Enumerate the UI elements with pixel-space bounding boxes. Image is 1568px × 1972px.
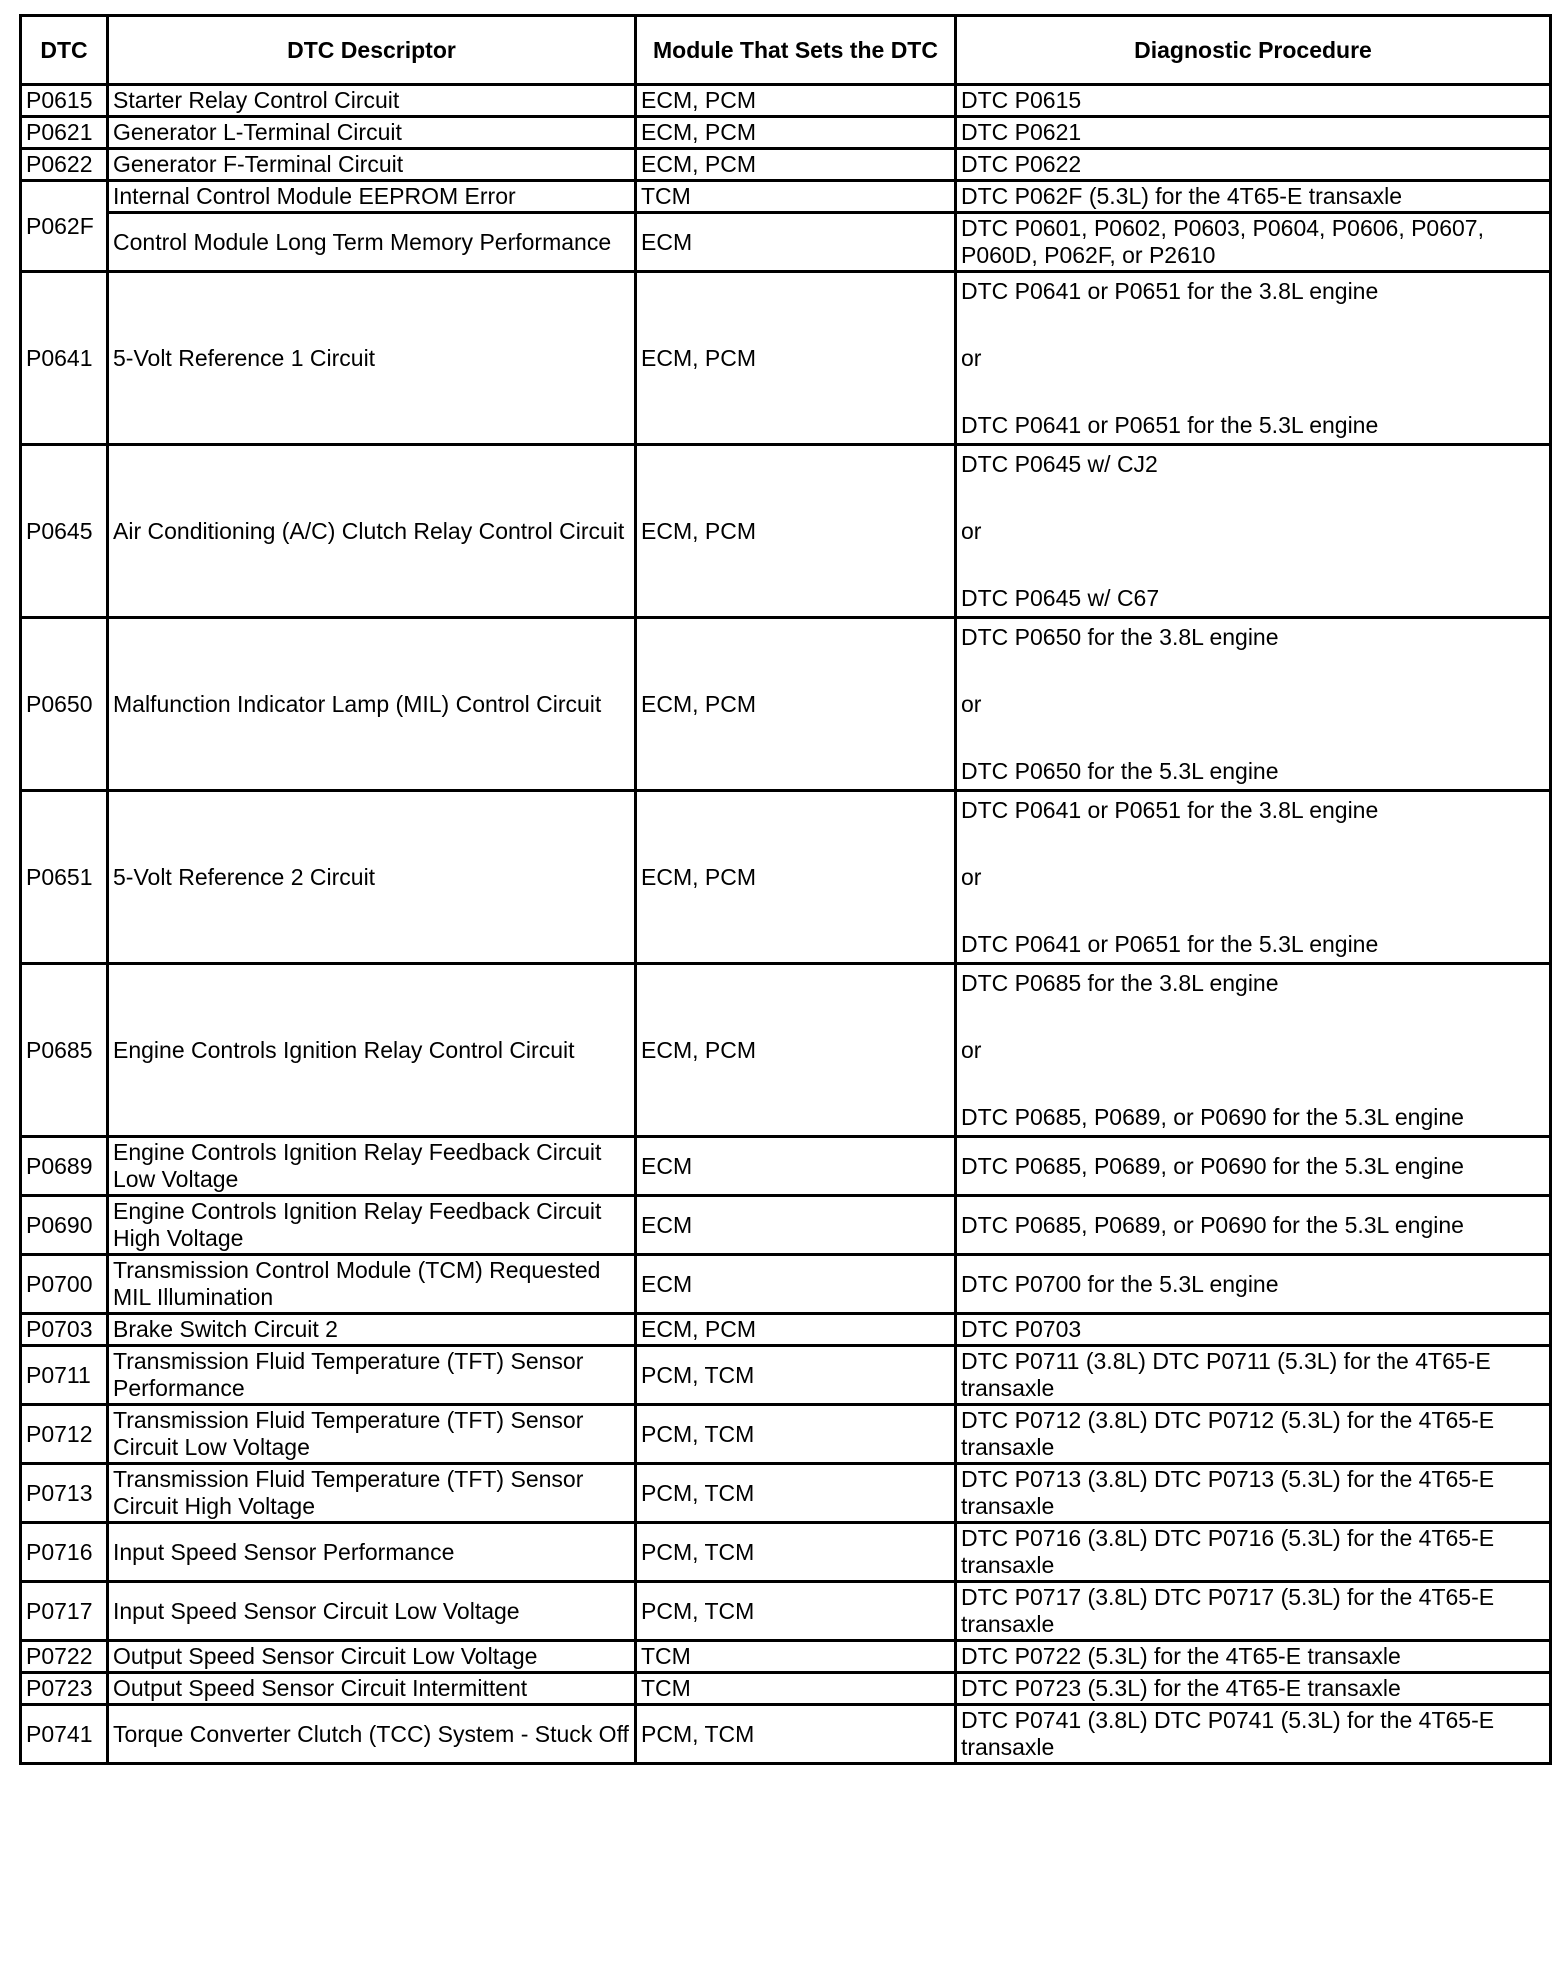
dtc-procedure [956,791,1551,964]
header-descriptor: DTC Descriptor [108,16,636,85]
procedure-line: DTC P0645 w/ CJ2 [961,450,1158,477]
table-row [21,1673,1551,1705]
dtc-procedure: DTC P0700 for the 5.3L engine [956,1255,1551,1314]
procedure-or: or [961,690,982,717]
dtc-module: PCM, TCM [636,1705,956,1764]
dtc-descriptor: Input Speed Sensor Performance [108,1523,636,1582]
dtc-descriptor: Engine Controls Ignition Relay Control Circuit [108,964,636,1137]
dtc-descriptor: Transmission Fluid Temperature (TFT) Sensor Circuit High Voltage [108,1464,636,1523]
dtc-descriptor: Output Speed Sensor Circuit Low Voltage [108,1641,636,1673]
dtc-descriptor: Torque Converter Clutch (TCC) System - Stuck Off [108,1705,636,1764]
dtc-descriptor: Output Speed Sensor Circuit Intermittent [108,1673,636,1705]
table-row [21,1405,1551,1464]
procedure-line: DTC P0650 for the 5.3L engine [961,757,1279,784]
table-row [21,445,1551,618]
dtc-code: P0716 [21,1523,108,1582]
table-row [21,1705,1551,1764]
dtc-module: TCM [636,181,956,213]
procedure-line: DTC P0641 or P0651 for the 3.8L engine [961,277,1379,304]
dtc-code: P0621 [21,117,108,149]
dtc-procedure [956,272,1551,445]
dtc-code: P0741 [21,1705,108,1764]
dtc-procedure: DTC P0622 [956,149,1551,181]
dtc-code: P0711 [21,1346,108,1405]
dtc-module: PCM, TCM [636,1582,956,1641]
dtc-descriptor: 5-Volt Reference 2 Circuit [108,791,636,964]
dtc-descriptor: Engine Controls Ignition Relay Feedback Circuit Low Voltage [108,1137,636,1196]
table-row [21,791,1551,964]
dtc-module: PCM, TCM [636,1405,956,1464]
dtc-descriptor: Malfunction Indicator Lamp (MIL) Control Circuit [108,618,636,791]
dtc-procedure: DTC P0685, P0689, or P0690 for the 5.3L engine [956,1137,1551,1196]
table-row [21,181,1551,213]
dtc-code: P0689 [21,1137,108,1196]
dtc-code: P0713 [21,1464,108,1523]
dtc-procedure: DTC P0703 [956,1314,1551,1346]
procedure-line: DTC P0685, P0689, or P0690 for the 5.3L engine [961,1103,1464,1130]
table-row [21,1641,1551,1673]
dtc-descriptor: Input Speed Sensor Circuit Low Voltage [108,1582,636,1641]
dtc-descriptor: Generator L-Terminal Circuit [108,117,636,149]
dtc-module: ECM, PCM [636,791,956,964]
dtc-code: P0712 [21,1405,108,1464]
table-row [21,117,1551,149]
dtc-procedure [956,618,1551,791]
dtc-module: ECM, PCM [636,117,956,149]
header-dtc: DTC [21,16,108,85]
procedure-or: or [961,517,982,544]
table-row [21,149,1551,181]
table-row [21,1464,1551,1523]
dtc-module: ECM, PCM [636,272,956,445]
dtc-module: TCM [636,1673,956,1705]
dtc-descriptor: Transmission Fluid Temperature (TFT) Sensor Performance [108,1346,636,1405]
procedure-line: DTC P0685 for the 3.8L engine [961,969,1279,996]
header-row [21,16,1551,85]
dtc-descriptor: 5-Volt Reference 1 Circuit [108,272,636,445]
dtc-module: ECM [636,213,956,272]
dtc-procedure: DTC P0711 (3.8L) DTC P0711 (5.3L) for the 4T65-E transaxle [956,1346,1551,1405]
dtc-descriptor: Transmission Control Module (TCM) Requested MIL Illumination [108,1255,636,1314]
table-row [21,1137,1551,1196]
dtc-code: P0690 [21,1196,108,1255]
table-row [21,85,1551,117]
table-row [21,1582,1551,1641]
dtc-procedure: DTC P0601, P0602, P0603, P0604, P0606, P0607, P060D, P062F, or P2610 [956,213,1551,272]
dtc-procedure [956,445,1551,618]
dtc-code: P0685 [21,964,108,1137]
dtc-code: P062F [21,181,108,272]
table-row [21,1196,1551,1255]
dtc-code: P0650 [21,618,108,791]
dtc-procedure: DTC P0722 (5.3L) for the 4T65-E transaxle [956,1641,1551,1673]
procedure-line: DTC P0641 or P0651 for the 5.3L engine [961,411,1379,438]
procedure-line: DTC P0641 or P0651 for the 3.8L engine [961,796,1379,823]
dtc-procedure: DTC P0615 [956,85,1551,117]
procedure-line: DTC P0641 or P0651 for the 5.3L engine [961,930,1379,957]
header-module: Module That Sets the DTC [636,16,956,85]
table-row [21,1346,1551,1405]
dtc-code: P0645 [21,445,108,618]
dtc-code: P0723 [21,1673,108,1705]
table-header [21,16,1551,85]
dtc-table [19,14,1552,1765]
dtc-descriptor: Generator F-Terminal Circuit [108,149,636,181]
dtc-module: ECM, PCM [636,85,956,117]
dtc-module: ECM, PCM [636,445,956,618]
procedure-line: DTC P0650 for the 3.8L engine [961,623,1279,650]
dtc-module: PCM, TCM [636,1346,956,1405]
header-procedure: Diagnostic Procedure [956,16,1551,85]
dtc-procedure: DTC P0717 (3.8L) DTC P0717 (5.3L) for the 4T65-E transaxle [956,1582,1551,1641]
dtc-code: P0651 [21,791,108,964]
dtc-module: ECM, PCM [636,149,956,181]
dtc-module: ECM [636,1255,956,1314]
dtc-descriptor: Starter Relay Control Circuit [108,85,636,117]
dtc-procedure: DTC P0712 (3.8L) DTC P0712 (5.3L) for the 4T65-E transaxle [956,1405,1551,1464]
table-row [21,213,1551,272]
dtc-code: P0722 [21,1641,108,1673]
table-body [21,85,1551,1764]
procedure-or: or [961,344,982,371]
dtc-module: PCM, TCM [636,1523,956,1582]
dtc-module: PCM, TCM [636,1464,956,1523]
dtc-module: ECM, PCM [636,964,956,1137]
table-row [21,1314,1551,1346]
dtc-descriptor: Internal Control Module EEPROM Error [108,181,636,213]
dtc-descriptor: Air Conditioning (A/C) Clutch Relay Control Circuit [108,445,636,618]
dtc-procedure: DTC P0685, P0689, or P0690 for the 5.3L engine [956,1196,1551,1255]
dtc-procedure [956,964,1551,1137]
dtc-module: ECM [636,1137,956,1196]
dtc-descriptor: Brake Switch Circuit 2 [108,1314,636,1346]
dtc-code: P0703 [21,1314,108,1346]
table-row [21,272,1551,445]
dtc-code: P0622 [21,149,108,181]
dtc-procedure: DTC P0723 (5.3L) for the 4T65-E transaxle [956,1673,1551,1705]
dtc-module: ECM, PCM [636,618,956,791]
table-row [21,1255,1551,1314]
dtc-module: ECM, PCM [636,1314,956,1346]
dtc-module: ECM [636,1196,956,1255]
dtc-descriptor: Engine Controls Ignition Relay Feedback Circuit High Voltage [108,1196,636,1255]
procedure-or: or [961,863,982,890]
dtc-procedure: DTC P0741 (3.8L) DTC P0741 (5.3L) for the 4T65-E transaxle [956,1705,1551,1764]
table-row [21,964,1551,1137]
procedure-or: or [961,1036,982,1063]
dtc-module: TCM [636,1641,956,1673]
procedure-line: DTC P0645 w/ C67 [961,584,1160,611]
dtc-procedure: DTC P0713 (3.8L) DTC P0713 (5.3L) for the 4T65-E transaxle [956,1464,1551,1523]
dtc-code: P0641 [21,272,108,445]
table-row [21,618,1551,791]
dtc-code: P0700 [21,1255,108,1314]
dtc-descriptor: Control Module Long Term Memory Performance [108,213,636,272]
dtc-procedure: DTC P0716 (3.8L) DTC P0716 (5.3L) for the 4T65-E transaxle [956,1523,1551,1582]
dtc-code: P0717 [21,1582,108,1641]
dtc-procedure: DTC P0621 [956,117,1551,149]
dtc-code: P0615 [21,85,108,117]
table-row [21,1523,1551,1582]
dtc-procedure: DTC P062F (5.3L) for the 4T65-E transaxle [956,181,1551,213]
dtc-descriptor: Transmission Fluid Temperature (TFT) Sensor Circuit Low Voltage [108,1405,636,1464]
